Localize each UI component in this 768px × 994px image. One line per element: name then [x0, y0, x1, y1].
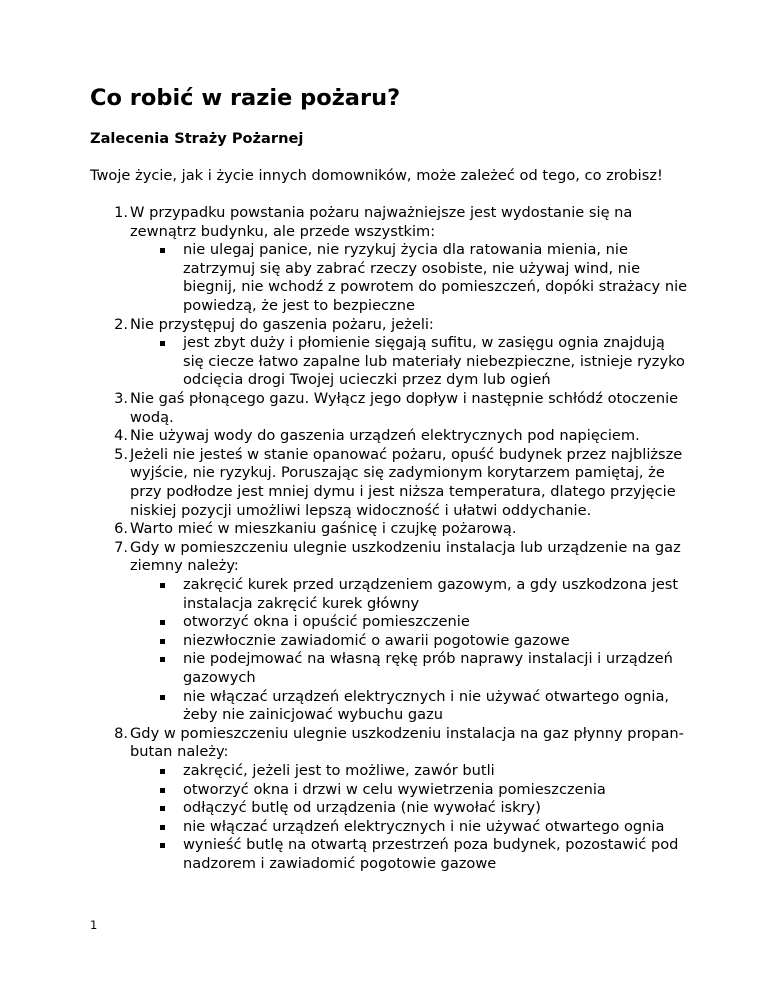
sub-list-item [130, 781, 690, 800]
sub-list-item [130, 632, 690, 651]
sub-list-item [130, 818, 690, 837]
sub-list-item [130, 241, 690, 315]
page-number: 1 [90, 918, 98, 932]
sub-list-item-text: odłączyć butlę od urządzenia (nie wywołać iskry) [183, 799, 541, 817]
sub-list-item [130, 688, 690, 725]
sub-list [130, 334, 690, 390]
sub-list-item [130, 799, 690, 818]
document-subtitle: Zalecenia Straży Pożarnej [90, 130, 304, 147]
sub-list-item-text: wynieść butlę na otwartą przestrzeń poza budynek, pozostawić pod nadzorem i zawiadomić pogotowie gazowe [183, 836, 679, 872]
list-item-text: Warto mieć w mieszkaniu gaśnicę i czujkę pożarową. [130, 520, 517, 538]
list-item-text: Gdy w pomieszczeniu ulegnie uszkodzeniu instalacja lub urządzenie na gaz ziemny należy: [130, 538, 681, 575]
sub-list-item-text: jest zbyt duży i płomienie sięgają sufitu, w zasięgu ognia znajdują się ciecze łatwo zapalne lub materiały niebezpieczne, istnieje ryzyko odcięcia drogi Twojej ucieczki przez dym lub ogień [183, 334, 685, 389]
list-item-text: Nie używaj wody do gaszenia urządzeń elektrycznych pod napięciem. [130, 427, 640, 445]
list-item [90, 520, 690, 539]
sub-list-item-text: nie włączać urządzeń elektrycznych i nie używać otwartego ognia [183, 817, 665, 835]
square-bullet-icon [160, 620, 165, 625]
list-item-number: 2. [114, 315, 128, 333]
list-item [90, 725, 690, 874]
sub-list-item-text: zakręcić kurek przed urządzeniem gazowym, a gdy uszkodzona jest instalacja zakręcić kurek główny [183, 575, 679, 612]
list-item-number: 7. [114, 538, 128, 556]
sub-list [130, 241, 690, 315]
sub-list-item-text: otworzyć okna i opuścić pomieszczenie [183, 613, 470, 631]
list-item-text: Nie gaś płonącego gazu. Wyłącz jego dopływ i następnie schłódź otoczenie wodą. [130, 390, 679, 426]
list-item-number: 6. [114, 520, 128, 538]
sub-list [130, 576, 690, 725]
sub-list-item [130, 836, 690, 873]
document-page [90, 82, 690, 873]
list-item-number: 5. [114, 445, 128, 463]
list-item-text: W przypadku powstania pożaru najważniejsze jest wydostanie się na zewnątrz budynku, ale przede wszystkim: [130, 204, 633, 240]
list-item-text: Gdy w pomieszczeniu ulegnie uszkodzeniu instalacja na gaz płynny propan-butan należy: [130, 724, 684, 761]
square-bullet-icon [160, 825, 165, 830]
sub-list [130, 762, 690, 874]
list-item-number: 1. [114, 204, 128, 222]
square-bullet-icon [160, 248, 165, 253]
square-bullet-icon [160, 788, 165, 793]
square-bullet-icon [160, 639, 165, 644]
recommendations-list [90, 204, 690, 873]
square-bullet-icon [160, 806, 165, 811]
square-bullet-icon [160, 657, 165, 662]
sub-list-item-text: nie ulegaj panice, nie ryzykuj życia dla ratowania mienia, nie zatrzymuj się aby zabrać rzeczy osobiste, nie używaj wind, nie biegnij, nie wchodź z powrotem do pomieszczeń, dopóki strażacy nie powiedzą, że jest to bezpieczne [183, 241, 688, 315]
square-bullet-icon [160, 843, 165, 848]
sub-list-item-text: otworzyć okna i drzwi w celu wywietrzenia pomieszczenia [183, 780, 606, 798]
list-item [90, 204, 690, 316]
sub-list-item [130, 613, 690, 632]
list-item [90, 427, 690, 446]
sub-list-item [130, 576, 690, 613]
sub-list-item [130, 762, 690, 781]
list-item [90, 539, 690, 725]
sub-list-item [130, 334, 690, 390]
intro-paragraph: Twoje życie, jak i życie innych domowników, może zależeć od tego, co zrobisz! [90, 167, 663, 184]
list-item [90, 316, 690, 390]
list-item [90, 390, 690, 427]
sub-list-item [130, 650, 690, 687]
sub-list-item-text: nie włączać urządzeń elektrycznych i nie używać otwartego ognia, żeby nie zainicjować wybuchu gazu [183, 687, 670, 724]
sub-list-item-text: zakręcić, jeżeli jest to możliwe, zawór butli [183, 761, 495, 779]
document-title: Co robić w razie pożaru? [90, 85, 401, 111]
list-item-number: 3. [114, 390, 128, 408]
list-item [90, 446, 690, 520]
list-item-text: Nie przystępuj do gaszenia pożaru, jeżeli: [130, 315, 434, 333]
square-bullet-icon [160, 341, 165, 346]
list-item-number: 4. [114, 427, 128, 445]
square-bullet-icon [160, 769, 165, 774]
sub-list-item-text: niezwłocznie zawiadomić o awarii pogotowie gazowe [183, 631, 570, 649]
sub-list-item-text: nie podejmować na własną rękę prób naprawy instalacji i urządzeń gazowych [183, 650, 673, 686]
list-item-number: 8. [114, 724, 128, 742]
square-bullet-icon [160, 695, 165, 700]
square-bullet-icon [160, 583, 165, 588]
list-item-text: Jeżeli nie jesteś w stanie opanować pożaru, opuść budynek przez najbliższe wyjście, nie ryzykuj. Poruszając się zadymionym korytarzem pamiętaj, że przy podłodze jest mniej dymu i jest niższa temperatura, dlatego przyjęcie niskiej pozycji umożliwi lepszą widoczność i ułatwi oddychanie. [130, 445, 683, 519]
